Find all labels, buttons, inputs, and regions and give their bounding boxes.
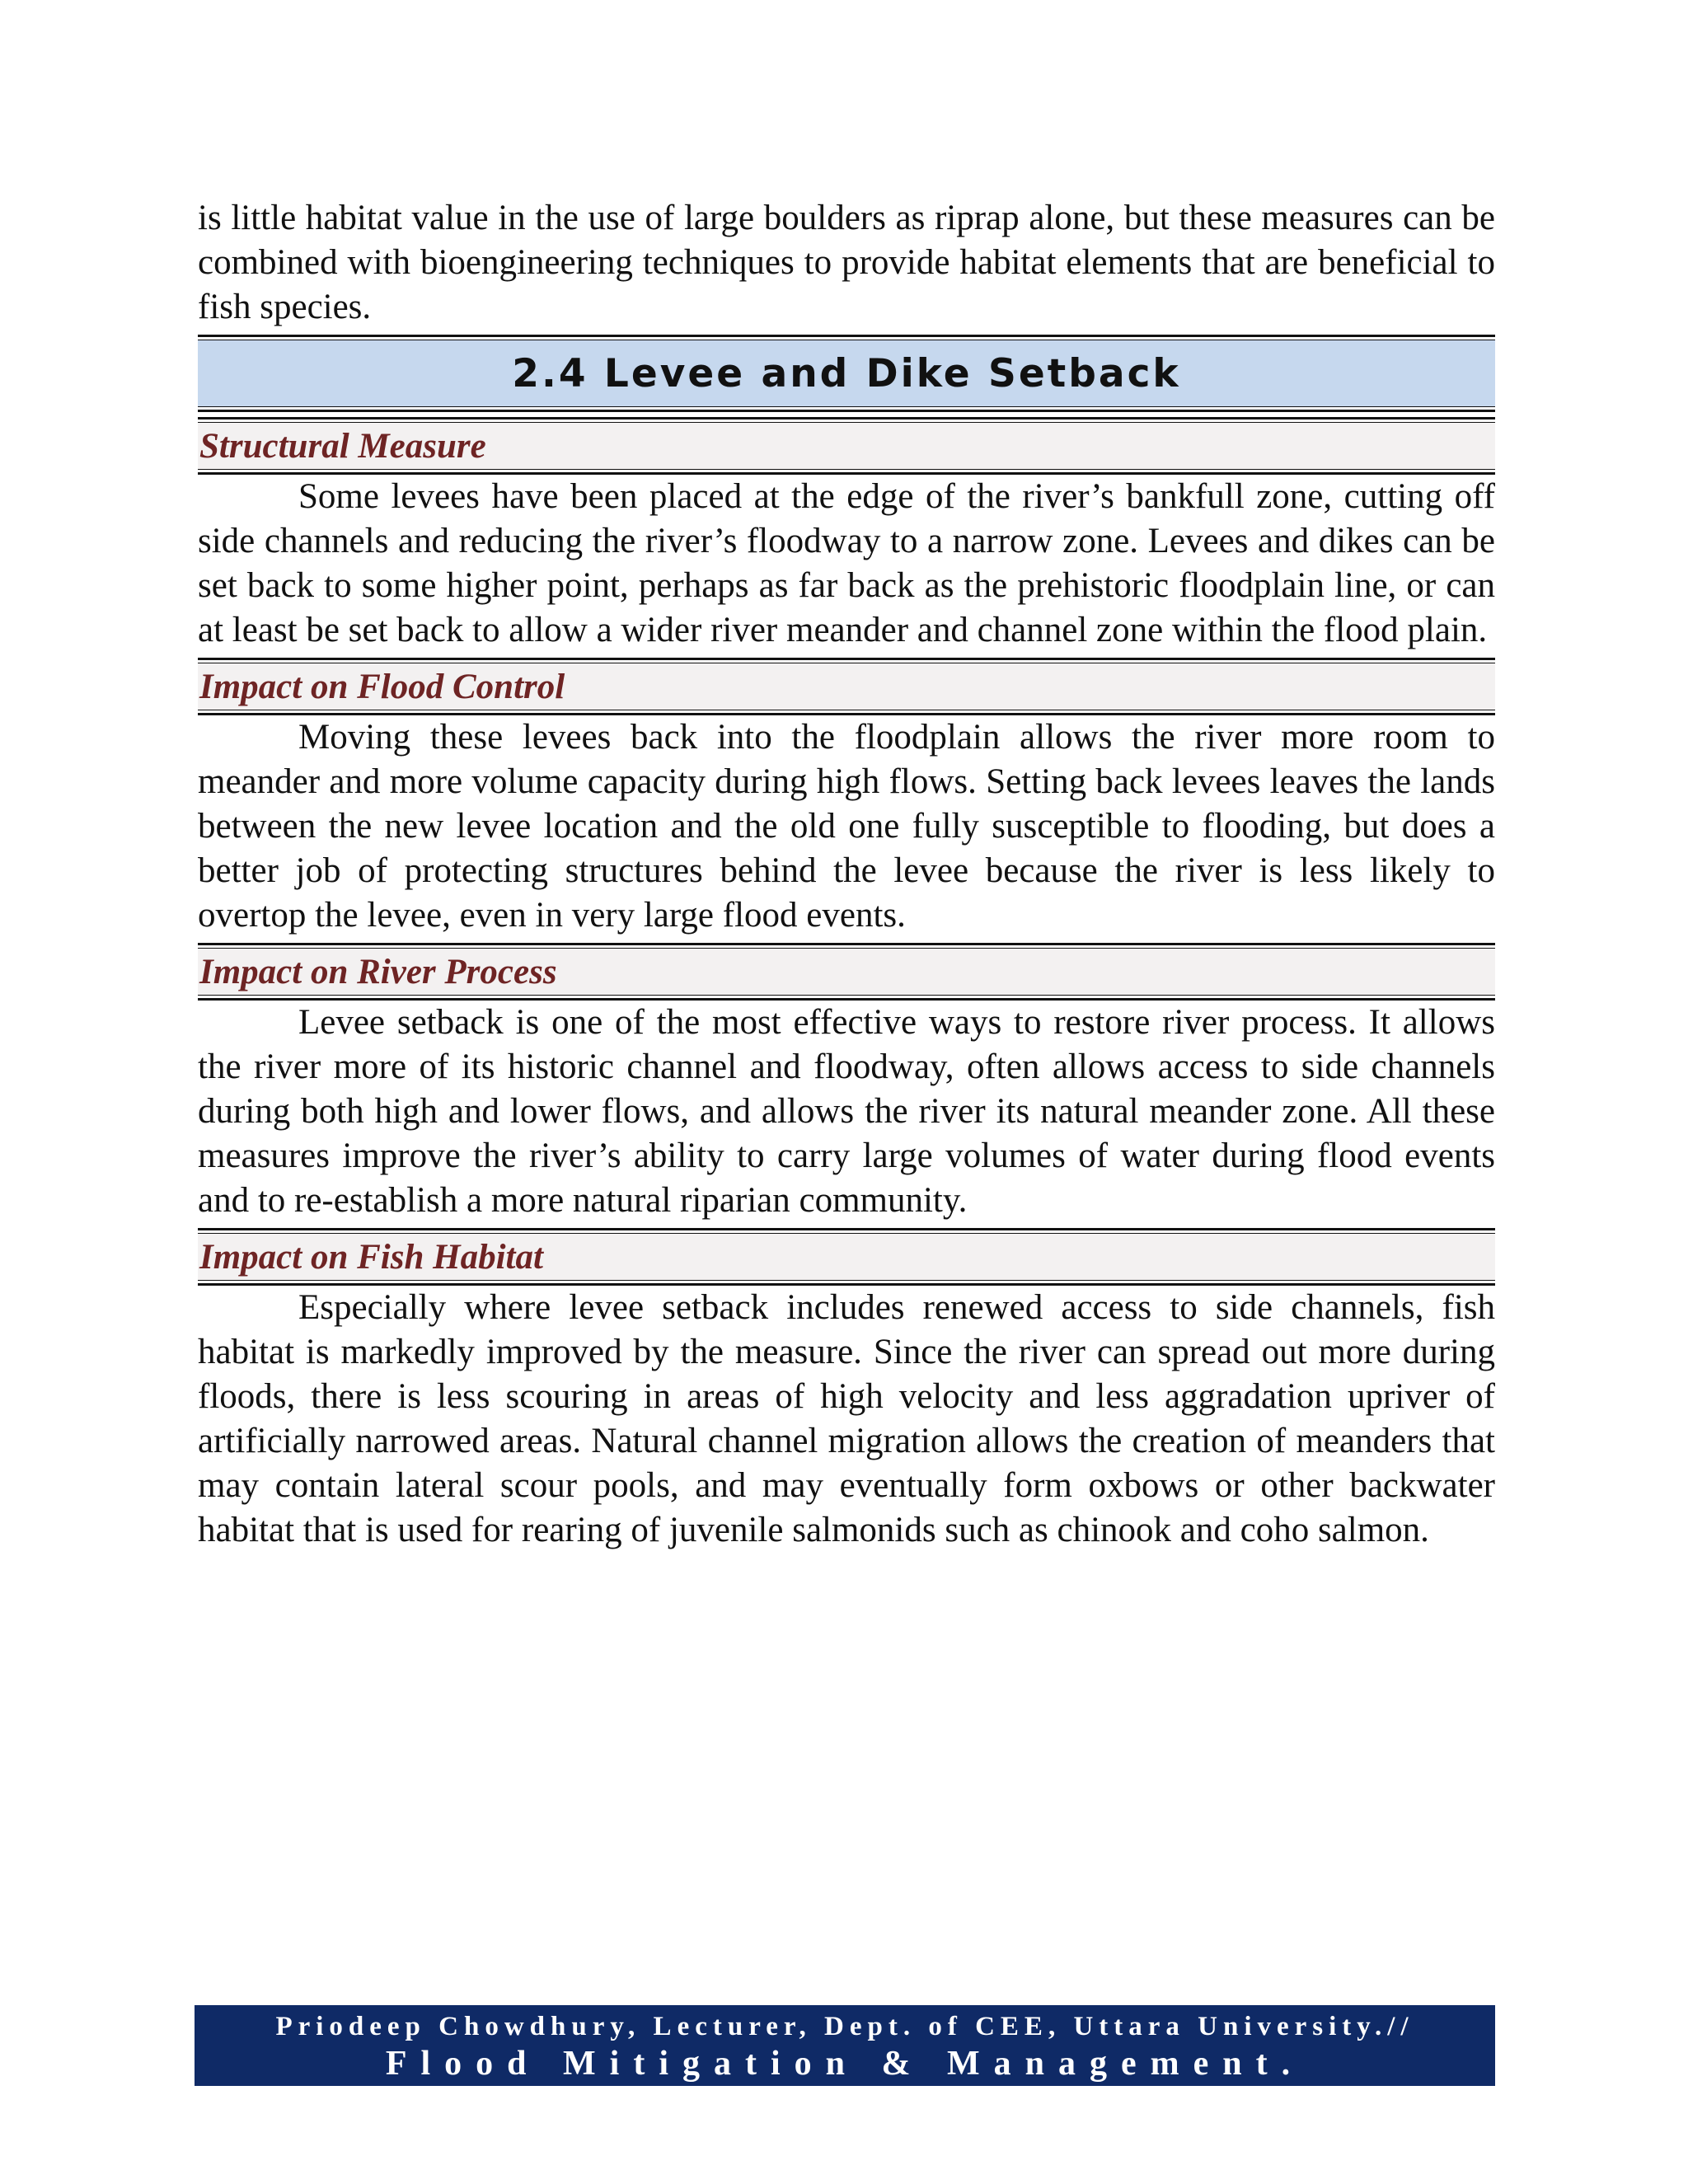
section-title: 2.4 Levee and Dike Setback (198, 340, 1495, 407)
paragraph-flood-control: Moving these levees back into the floodplain allows the river more room to meander and more volume capacity during high flows. Setting back levees leaves the lands between the new levee location and the old one fully susceptible to flooding, but does a better job of protecting structures behind the levee because the river is less likely to overtop the levee, even in very large flood events. (198, 718, 1495, 935)
footer-course-title: Flood Mitigation & Management. (385, 2045, 1305, 2083)
subheading-fish-habitat (198, 1228, 1495, 1286)
page-content (198, 196, 1495, 1553)
subheading-label: Impact on Flood Control (198, 663, 1495, 710)
subheading-river-process (198, 943, 1495, 1001)
section-heading (198, 335, 1495, 412)
subheading-label: Structural Measure (198, 422, 1495, 470)
subheading-label: Impact on Fish Habitat (198, 1233, 1495, 1281)
subheading-structural-measure (198, 417, 1495, 475)
paragraph-structural-measure: Some levees have been placed at the edge of the river’s bankfull zone, cutting off side channels and reducing the river’s floodway to a narrow zone. Levees and dikes can be set back to some higher point, perhaps as far back as the prehistoric floodplain line, or can at least be set back to allow a wider river meander and channel zone within the flood plain. (198, 477, 1495, 649)
paragraph-fish-habitat: Especially where levee setback includes renewed access to side channels, fish habitat is markedly improved by the measure. Since the river can spread out more during floods, there is less scouring in areas of high velocity and less aggradation upriver of artificially narrowed areas. Natural channel migration allows the creation of meanders that may contain lateral scour pools, and may eventually form oxbows or other backwater habitat that is used for rearing of juvenile salmonids such as chinook and coho salmon. (198, 1288, 1495, 1549)
intro-paragraph: is little habitat value in the use of large boulders as riprap alone, but these measures can be combined with bioengineering techniques to provide habitat elements that are beneficial to fish species. (198, 199, 1495, 326)
subheading-flood-control (198, 658, 1495, 715)
page-footer (195, 2005, 1495, 2086)
paragraph-river-process: Levee setback is one of the most effective ways to restore river process. It allows the river more of its historic channel and floodway, often allows access to side channels during both high and lower flows, and allows the river its natural meander zone. All these measures improve the river’s ability to carry large volumes of water during flood events and to re-establish a more natural riparian community. (198, 1003, 1495, 1220)
subheading-label: Impact on River Process (198, 948, 1495, 996)
footer-author: Priodeep Chowdhury, Lecturer, Dept. of CEE, Uttara University.// (275, 2012, 1414, 2041)
